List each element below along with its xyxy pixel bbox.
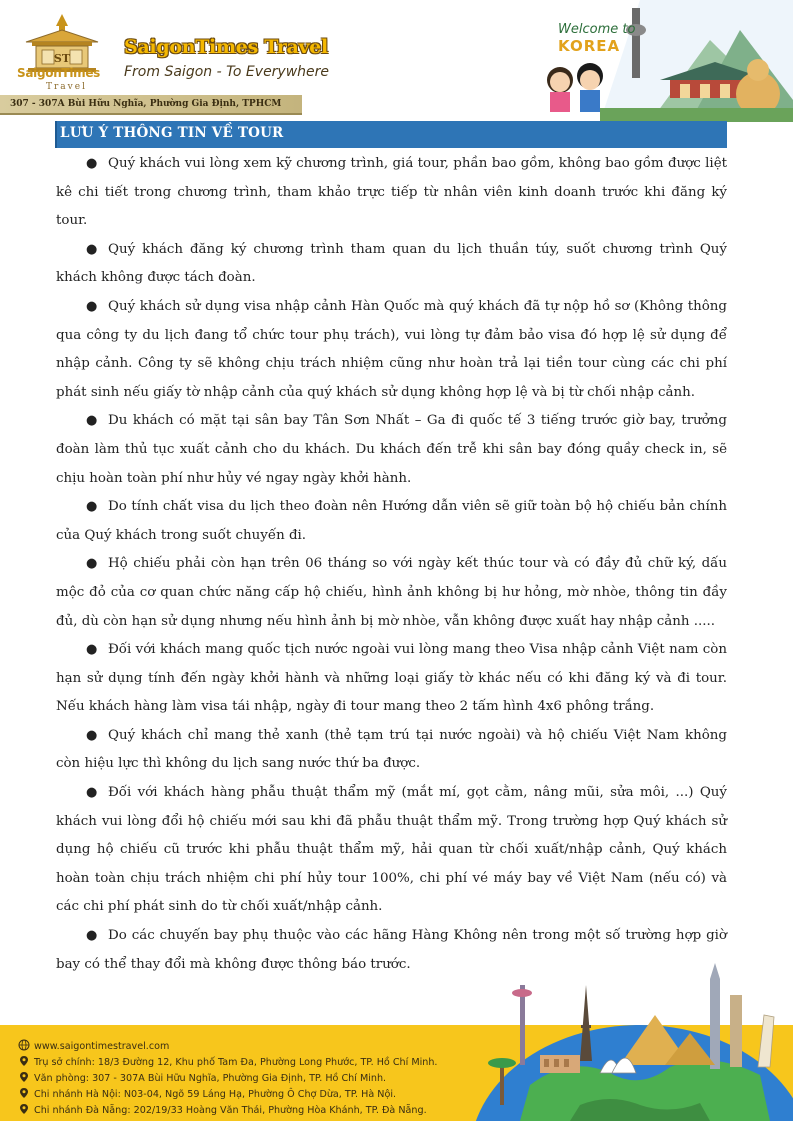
welcome-text: Welcome to [558,22,636,37]
location-pin-icon [18,1087,30,1099]
note-text: Do tính chất visa du lịch theo đoàn nên Hướng dẫn viên sẽ giữ toàn bộ hộ chiếu bản chính của Quý khách trong suốt chuyến đi. [56,499,727,543]
note-text: Du khách có mặt tại sân bay Tân Sơn Nhất – Ga đi quốc tế 3 tiếng trước giờ bay, trưởng đoàn làm thủ tục xuất cảnh cho du khách. Du khách đến trễ khi sân bay đóng quầy check in, sẽ chịu hoàn toàn phí như hủy vé ngay ngày khởi hành. [56,413,727,486]
note-text: Quý khách đăng ký chương trình tham quan du lịch thuần túy, suốt chương trình Quý khách không được tách đoàn. [56,241,727,286]
list-item [56,493,727,550]
bullet-icon: ● [86,928,98,944]
brand-tagline: From Saigon - To Everywhere [124,64,330,80]
globe-icon [18,1039,30,1051]
hanoi-branch-text: Chi nhánh Hà Nội: N03-04, Ngõ 59 Láng Hạ, Phường Ô Chợ Dừa, TP. Hà Nội. [34,1089,397,1100]
note-text: Quý khách vui lòng xem kỹ chương trình, giá tour, phần bao gồm, không bao gồm được liệt kê chi tiết trong chương trình, tham khảo trực tiếp từ nhân viên kinh doanh trước khi đăng ký tour. [56,156,727,229]
note-text: Do các chuyến bay phụ thuộc vào các hãng Hàng Không nên trong một số trường hợp giờ bay có thể thay đổi mà không được thông báo trước. [56,928,727,972]
contact-office [18,1071,488,1087]
page-header [0,0,793,120]
notes-list [56,150,727,979]
note-text: Quý khách chỉ mang thẻ xanh (thẻ tạm trú tại nước ngoài) và hộ chiếu Việt Nam không còn hiệu lực thì không du lịch sang nước thứ ba được. [56,727,727,772]
list-item [56,150,727,236]
bullet-icon: ● [86,499,98,515]
note-text: Đối với khách mang quốc tịch nước ngoài vui lòng mang theo Visa nhập cảnh Việt nam còn hạn sử dụng tính đến ngày khởi hành và những loại giấy tờ khác nếu có khi đăng ký và đi tour. Nếu khách hàng làm visa tái nhập, ngày đi tour mang theo 2 tấm hình 4x6 phông trắng. [56,642,727,715]
office-text: Văn phòng: 307 - 307A Bùi Hữu Nghĩa, Phường Gia Định, TP. Hồ Chí Minh. [34,1073,387,1084]
location-pin-icon [18,1055,30,1067]
note-text: Hộ chiếu phải còn hạn trên 06 tháng so với ngày kết thúc tour và có đầy đủ chữ ký, dấu mộc đỏ của cơ quan chức năng cấp hộ chiếu, hình ảnh không bị hư hỏng, mờ nhòe, thông tin đầy đủ, dù còn hạn sử dụng nhưng nếu hình ảnh bị mờ nhòe, vẫn không được xuất hay nhập cảnh ..... [56,556,727,629]
bullet-icon: ● [86,298,98,314]
contact-list [18,1039,488,1119]
contact-hanoi [18,1087,488,1103]
list-item [56,636,727,722]
location-pin-icon [18,1103,30,1115]
list-item [56,407,727,493]
section-title: LƯU Ý THÔNG TIN VỀ TOUR [60,125,284,141]
korea-landmarks-illustration-icon [540,0,793,122]
danang-branch-text: Chi nhánh Đà Nẵng: 202/19/33 Hoàng Văn Thái, Phường Hòa Khánh, TP. Đà Nẵng. [34,1105,427,1116]
bullet-icon: ● [86,241,98,257]
section-header-bar [55,121,727,148]
contact-website [18,1039,488,1055]
list-item [56,722,727,779]
bullet-icon: ● [86,156,98,171]
bullet-icon: ● [86,785,98,801]
location-pin-icon [18,1071,30,1083]
bullet-icon: ● [86,413,98,429]
bullet-icon: ● [86,556,98,572]
list-item [56,779,727,922]
list-item [56,293,727,407]
page-footer [0,955,793,1121]
country-text: KOREA [558,37,621,55]
svg-text:ST: ST [53,52,71,65]
logo-wordmark: SaigonTimes [17,66,101,80]
list-item [56,550,727,636]
contact-danang [18,1103,488,1119]
note-text: Quý khách sử dụng visa nhập cảnh Hàn Quốc mà quý khách đã tự nộp hồ sơ (Không thông qua công ty du lịch đang tổ chức tour phụ trách), vui lòng tự đảm bảo visa đó hợp lệ sử dụng để nhập cảnh. Công ty sẽ không chịu trách nhiệm cũng như hoàn trả lại tiền tour cùng các chi phí phát sinh nếu giấy tờ nhập cảnh của quý khách sử dụng không hợp lệ và bị từ chối nhập cảnh. [56,298,727,400]
list-item [56,236,727,293]
website-link[interactable]: www.saigontimestravel.com [34,1041,170,1052]
note-text: Đối với khách hàng phẫu thuật thẩm mỹ (mắt mí, gọt cằm, nâng mũi, sửa môi, ...) Quý khách vui lòng đổi hộ chiếu mới sau khi đã phẫu thuật thẩm mỹ. Trong trường hợp Quý khách sử dụng hộ chiếu cũ trước khi phẫu thuật thẩm mỹ, hải quan từ chối xuất/nhập cảnh, Quý khách hoàn toàn chịu trách nhiệm chi phí hủy tour 100%, chi phí vé máy bay về Việt Nam (nếu có) và các chi phí phát sinh do từ chối xuất/nhập cảnh. [56,785,727,915]
contact-head-office [18,1055,488,1071]
world-landmarks-illustration-icon [440,955,793,1121]
header-address: 307 - 307A Bùi Hữu Nghĩa, Phường Gia Định, TPHCM [10,99,282,109]
bullet-icon: ● [86,642,98,658]
logo-subtitle: Travel [46,82,87,92]
brand-title: SaigonTimes Travel [124,36,328,58]
bullet-icon: ● [86,727,98,743]
head-office-text: Trụ sở chính: 18/3 Đường 12, Khu phố Tam Đa, Phường Long Phước, TP. Hồ Chí Minh. [34,1057,438,1068]
address-bar [0,95,302,115]
